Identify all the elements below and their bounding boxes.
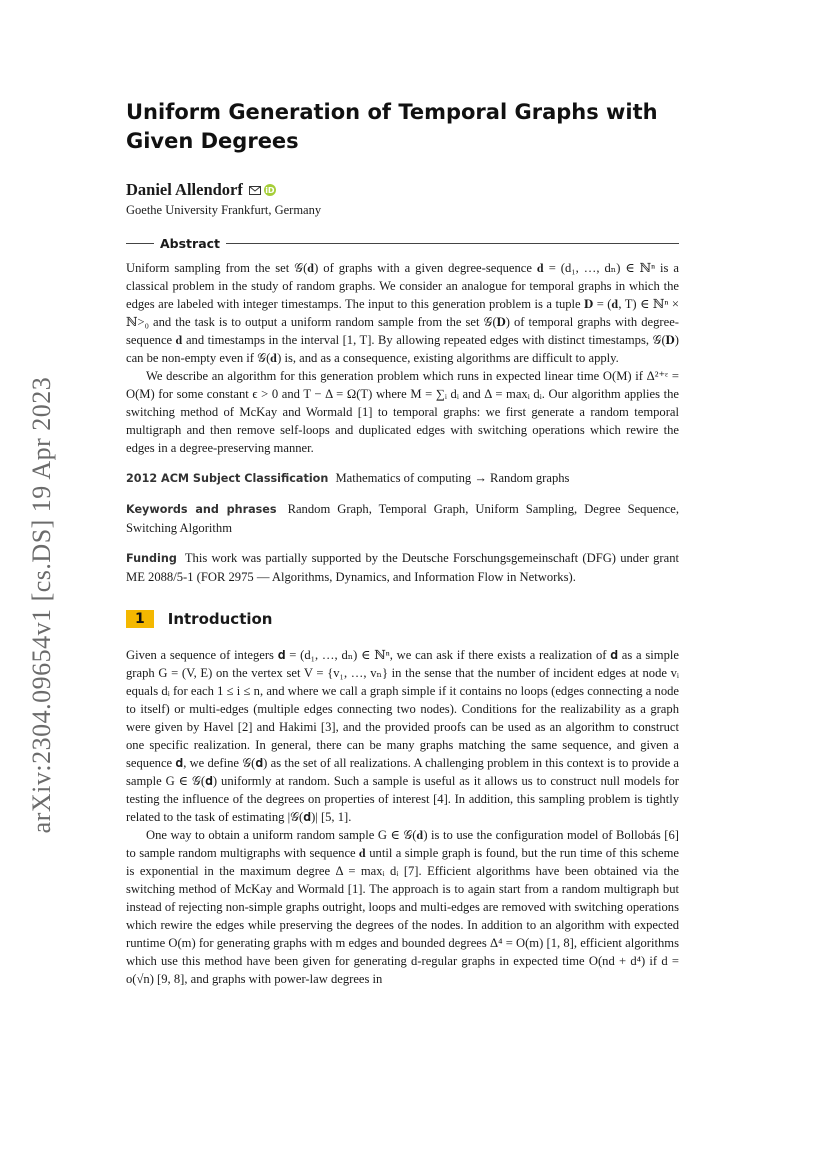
section-title: Introduction <box>167 610 273 628</box>
abstract-heading <box>126 236 679 251</box>
acm-value: Mathematics of computing → Random graphs <box>335 471 570 485</box>
author-line <box>126 180 679 200</box>
author-name: Daniel Allendorf <box>126 180 243 199</box>
funding-value: This work was partially supported by the Deutsche Forschungsgemeinschaft (DFG) under grant ME 2088/5-1 (FOR 2975 — Algorithms, Dynamics, and Information Flow in Networks). <box>126 551 679 584</box>
abstract <box>126 259 679 457</box>
funding <box>126 549 679 586</box>
section-number: 1 <box>126 610 154 628</box>
introduction-body <box>126 646 679 988</box>
title-line-1: Uniform Generation of Temporal Graphs with <box>126 100 658 124</box>
abstract-paragraph-1: Uniform sampling from the set 𝒢(𝐝) of graphs with a given degree-sequence 𝐝 = (d₁, …, dₙ) ∈ ℕⁿ is a classical problem in the study of random graphs. We consider an analogue for temporal graphs in which the edges are labeled with integer timestamps. The input to this generation problem is a tuple 𝐃 = (𝐝, T) ∈ ℕⁿ × ℕ>₀ and the task is to output a uniform random sample from the set 𝒢(𝐃) of temporal graphs with degree-sequence 𝐝 and timestamps in the interval [1, T]. By allowing repeated edges with distinct timestamps, 𝒢(𝐃) can be non-empty even if 𝒢(𝐝) is, and as a consequence, existing algorithms are difficult to apply. <box>126 261 679 365</box>
arxiv-side-stamp <box>22 360 62 850</box>
keywords <box>126 500 679 537</box>
abstract-paragraph-2: We describe an algorithm for this generation problem which runs in expected linear time O(M) if Δ²⁺ᵋ = O(M) for some constant ϵ > 0 and T − Δ = Ω(T) where M = ∑ᵢ dᵢ and Δ = maxᵢ dᵢ. Our algorithm applies the switching method of McKay and Wormald [1] to temporal graphs: we first generate a random temporal multigraph and then remove self-loops and duplicated edges with switching operations which rewire the edges in a degree-preserving manner. <box>126 369 679 455</box>
intro-paragraph-1: Given a sequence of integers 𝐝 = (d₁, …, dₙ) ∈ ℕⁿ, we can ask if there exists a realization of 𝐝 as a simple graph G = (V, E) on the vertex set V = {v₁, …, vₙ} in the sense that the number of incident edges at node vᵢ equals dᵢ for each 1 ≤ i ≤ n, and where we call a graph simple if it contains no loops (edges connecting a node to itself) or multi-edges (multiple edges connecting two nodes). Conditions for the realizability as a graph were given by Havel [2] and Hakimi [3], and the provided proofs can be used as an algorithm to construct one specific realization. In general, there can be many graphs matching the same sequence, and given a sequence 𝐝, we define 𝒢(𝐝) as the set of all realizations. A challenging problem in this context is to provide a sample G ∈ 𝒢(𝐝) uniformly at random. Such a sample is useful as it allows us to construct null models for testing the influence of the degrees on properties of interest [4]. In addition, this sampling problem is tightly related to the task of estimating |𝒢(𝐝)| [5, 1]. <box>126 648 679 824</box>
arxiv-identifier: arXiv:2304.09654v1 [cs.DS] 19 Apr 2023 <box>27 376 56 834</box>
title-line-2: Given Degrees <box>126 129 299 153</box>
funding-key: Funding <box>126 552 177 565</box>
paper-title <box>126 98 679 156</box>
keywords-value: Random Graph, Temporal Graph, Uniform Sampling, Degree Sequence, Switching Algorithm <box>126 502 679 535</box>
acm-classification <box>126 469 679 488</box>
orcid-icon[interactable] <box>264 184 276 196</box>
acm-key: 2012 ACM Subject Classification <box>126 472 329 485</box>
orcid-label: iD <box>265 185 275 195</box>
abstract-label: Abstract <box>160 236 221 251</box>
envelope-icon[interactable] <box>249 186 261 195</box>
intro-paragraph-2: One way to obtain a uniform random sample G ∈ 𝒢(𝐝) is to use the configuration model of Bollobás [6] to sample random multigraphs with sequence 𝐝 until a simple graph is found, but the run time of this scheme is exponential in the maximum degree Δ = maxᵢ dᵢ [7]. Efficient algorithms have been obtained via the switching method of McKay and Wormald [1]. The approach is to again start from a random multigraph but instead of rejecting non-simple graphs outright, loops and multi-edges are removed with switching operations which rewire the edges while preserving the degrees of the nodes. In addition to an algorithm with expected runtime O(m) for generating graphs with m edges and bounded degrees Δ⁴ = O(m) [1, 8], efficient algorithms which use this method have been given for generating d-regular graphs in expected time O(nd + d⁴) if d = o(√n) [9, 8], and graphs with power-law degrees in <box>126 828 679 986</box>
section-heading <box>126 610 679 628</box>
affiliation: Goethe University Frankfurt, Germany <box>126 203 322 217</box>
paper-page <box>126 98 679 988</box>
keywords-key: Keywords and phrases <box>126 503 277 516</box>
